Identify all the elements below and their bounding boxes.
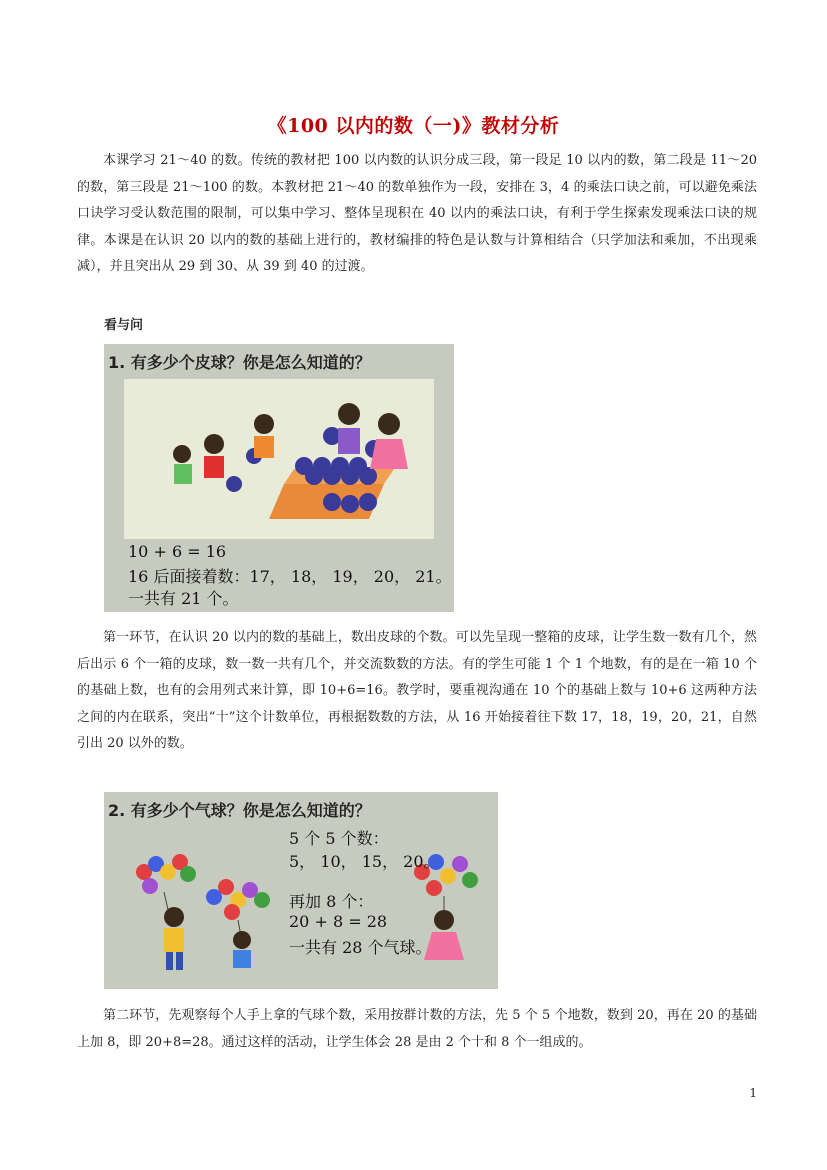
page-number: 1 — [749, 1086, 757, 1100]
paragraph-2 — [77, 1003, 757, 1056]
figure-balls — [104, 344, 454, 612]
figure-balloons — [104, 792, 498, 989]
figure2-line4: 20 + 8 = 28 — [289, 912, 388, 931]
intro-text: 本课学习 21～40 的数。传统的教材把 100 以内数的认识分成三段，第一段足 10 以内的数，第二段是 11～20 的数，第三段是 21～100 的数。本教材把 21～40 的数单独作为一段，安排在 3，4 的乘法口诀之前，可以避免乘法口诀学习受认数范围的限制，可以集中学习、整体呈现积在 40 以内的乘法口诀，有利于学生探索发现乘法口诀的规律。本课是在认识 20 以内的数的基础上进行的，教材编排的特色是认数与计算相结合（只学加法和乘加，不出现乘减），并且突出从 29 到 30、从 39 到 40 的过渡。 — [77, 153, 757, 274]
figure2-line3: 再加 8 个： — [289, 892, 374, 911]
figure2-question: 2. 有多少个气球？你是怎么知道的？ — [108, 801, 371, 820]
intro-paragraph — [77, 148, 757, 281]
page-title: 《100 以内的数（一)》教材分析 — [267, 115, 560, 137]
figure2-line1: 5 个 5 个数： — [289, 829, 389, 848]
figure1-line3: 一共有 21 个。 — [128, 589, 239, 608]
paragraph-1 — [77, 625, 757, 758]
paragraph-2-text: 第二环节，先观察每个人手上拿的气球个数，采用按群计数的方法，先 5 个 5 个地数，数到 20，再在 20 的基础上加 8，即 20+8=28。通过这样的活动，让学生体会 28 是由 2 个十和 8 个一组成的。 — [77, 1008, 757, 1050]
figure2-line2: 5， 10， 15， 20。 — [289, 852, 440, 871]
figure1-line2: 16 后面接着数：17， 18， 19， 20， 21。 — [128, 567, 452, 586]
figure2-line5: 一共有 28 个气球。 — [289, 938, 432, 957]
figure1-line1: 10 + 6 = 16 — [128, 542, 227, 561]
paragraph-1-text: 第一环节，在认识 20 以内的数的基础上，数出皮球的个数。可以先呈现一整箱的皮球，让学生数一数有几个，然后出示 6 个一箱的皮球，数一数一共有几个，并交流数数的方法。有的学生可能 1 个 1 个地数，有的是在一箱 10 个的基础上数，也有的会用列式来计算，即 10+6=16。教学时，要重视沟通在 10 个的基础上数与 10+6 这两种方法之间的内在联系，突出“十”这个计数单位，再根据数数的方法，从 16 开始接着往下数 17，18，19，20，21，自然引出 20 以外的数。 — [77, 630, 757, 751]
section-heading: 看与问 — [104, 318, 144, 333]
figure1-question: 1. 有多少个皮球？你是怎么知道的？ — [108, 353, 371, 372]
